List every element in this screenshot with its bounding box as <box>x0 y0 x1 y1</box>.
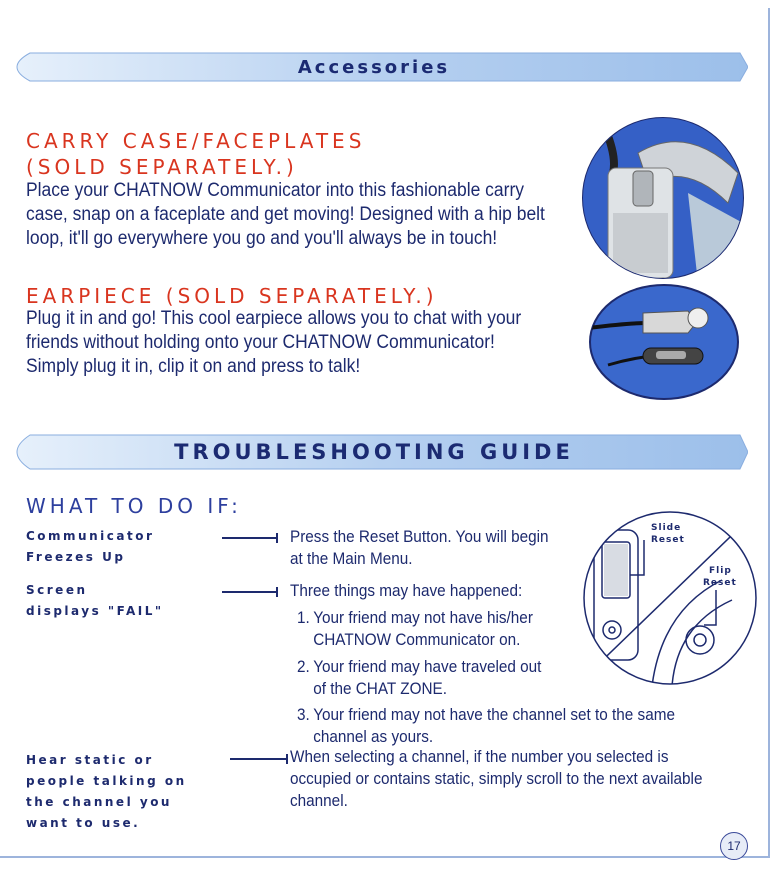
answer-line: occupied or contains static, simply scroll to the next available <box>290 769 703 788</box>
condition-line: Freezes Up <box>26 550 126 564</box>
carry-case-image <box>578 113 748 283</box>
condition-fail <box>26 580 164 622</box>
item-line: CHATNOW Communicator on. <box>313 630 521 649</box>
condition-line: Screen <box>26 583 88 597</box>
condition-static <box>26 750 187 834</box>
carry-case-heading-line1: CARRY CASE/FACEPLATES <box>26 129 366 153</box>
carry-case-line: Place your CHATNOW Communicator into this fashionable carry <box>26 180 525 201</box>
answer-fail <box>290 580 522 602</box>
carry-case-line: case, snap on a faceplate and get moving! Designed with a hip belt <box>26 204 545 225</box>
flip-label: Flip <box>709 566 732 576</box>
item-line: Your friend may have traveled out <box>313 657 542 676</box>
item-number: 2. <box>297 657 310 676</box>
earpiece-line: friends without holding onto your CHATNOW Communicator! <box>26 332 495 353</box>
condition-freezes <box>26 526 154 568</box>
item-line: of the CHAT ZONE. <box>313 679 447 698</box>
carry-case-description <box>26 179 545 251</box>
page-number: 17 <box>720 832 748 860</box>
accessories-banner <box>0 50 748 84</box>
reset-label-1: Reset <box>651 535 685 545</box>
item-line: channel as yours. <box>313 727 434 746</box>
earpiece-heading: EARPIECE (SOLD SEPARATELY.) <box>26 284 438 308</box>
accessories-title: Accessories <box>297 57 451 78</box>
fail-item-1 <box>297 607 533 651</box>
arrow-line <box>230 758 288 760</box>
condition-line: Communicator <box>26 529 155 543</box>
arrow-line <box>222 591 278 593</box>
arrow-line <box>222 537 278 539</box>
answer-static <box>290 746 702 812</box>
reset-label-2: Reset <box>703 578 737 588</box>
answer-line: at the Main Menu. <box>290 549 413 568</box>
answer-freezes <box>290 526 549 570</box>
earpiece-image <box>588 283 740 401</box>
condition-line: displays "FAIL" <box>26 604 164 618</box>
earpiece-line: Plug it in and go! This cool earpiece allows you to chat with your <box>26 308 522 329</box>
answer-line: Press the Reset Button. You will begin <box>290 527 549 546</box>
condition-line: the channel you <box>26 795 172 809</box>
condition-line: want to use. <box>26 816 141 830</box>
slide-label: Slide <box>651 523 682 533</box>
condition-line: Hear static or <box>26 753 154 767</box>
troubleshooting-banner <box>0 432 748 472</box>
item-line: Your friend may not have his/her <box>313 608 533 627</box>
answer-line: channel. <box>290 791 348 810</box>
answer-line: Three things may have happened: <box>290 581 523 600</box>
carry-case-line: loop, it'll go everywhere you go and you'll always be in touch! <box>26 228 498 249</box>
troubleshooting-title: TROUBLESHOOTING GUIDE <box>174 440 574 464</box>
carry-case-heading <box>26 128 365 180</box>
earpiece-description <box>26 307 521 379</box>
carry-case-heading-line2: (SOLD SEPARATELY.) <box>26 155 298 179</box>
item-line: Your friend may not have the channel set to the same <box>313 705 675 724</box>
answer-line: When selecting a channel, if the number you selected is <box>290 747 669 766</box>
fail-item-2 <box>297 656 541 700</box>
fail-item-3 <box>297 704 675 748</box>
earpiece-line: Simply plug it in, clip it on and press to talk! <box>26 356 361 377</box>
item-number: 3. <box>297 705 310 724</box>
item-number: 1. <box>297 608 310 627</box>
what-to-do-heading: WHAT TO DO IF: <box>26 494 242 518</box>
condition-line: people talking on <box>26 774 187 788</box>
